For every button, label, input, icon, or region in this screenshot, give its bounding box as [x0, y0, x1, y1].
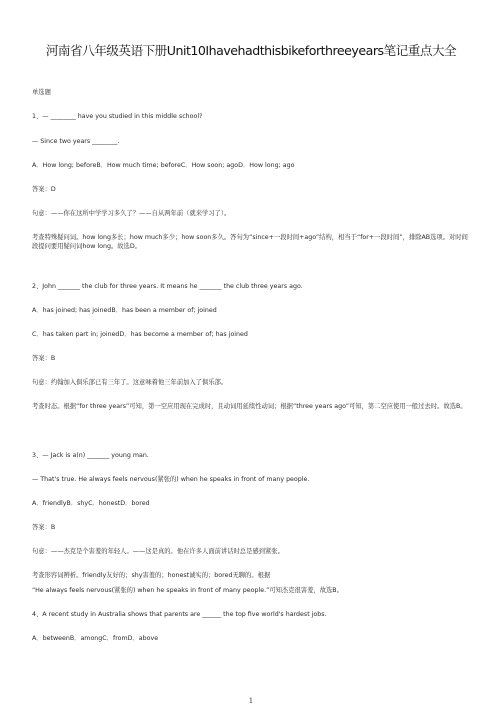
question-4-options: A．betweenB．amongC．fromD．above — [32, 635, 159, 642]
question-1-options: A．How long; beforeB．How much time; beforeC．How soon; agoD．How long; ago — [32, 162, 295, 169]
question-3-reply: — That's true. He always feels nervous(紧张的) when he speaks in front of many people. — [32, 476, 310, 483]
question-4-text: 4、A recent study in Australia shows that parents are ______ the top five world's hardest jobs. — [32, 611, 327, 618]
question-2-answer: 答案：B — [32, 355, 56, 362]
question-3-text: 3、— Jack is a(n) _______ young man. — [32, 452, 149, 459]
question-2-options-a-b: A．has joined; has joinedB．has been a member of; joined — [32, 307, 217, 314]
question-3-translation: 句意：——杰克是个害羞的年轻人。——这是真的。他在许多人面前讲话时总是感到紧张。 — [32, 548, 284, 555]
section-heading: 单选题 — [32, 89, 51, 96]
question-1-translation: 句意：——你在这所中学学习多久了？——自从两年前（就来学习了）。 — [32, 210, 231, 217]
question-2-text: 2、John _______ the club for three years. It means he _______ the club three years ago. — [32, 283, 303, 290]
question-1-answer: 答案：D — [32, 186, 56, 193]
question-3-answer: 答案：B — [32, 524, 56, 531]
question-2-options-c-d: C．has taken part in; joinedD．has become a member of; has joined — [32, 331, 248, 338]
question-2-explanation: 考查时态。根据“for three years”可知，第一空应用现在完成时，且动词用延续性动词；根据“three years ago”可知，第二空应使用一般过去时。故选B。 — [32, 403, 467, 410]
question-3-explanation: 考查形容词辨析。friendly友好的；shy害羞的；honest诚实的；bored无聊的。根据 — [32, 572, 271, 579]
question-2-translation: 句意：约翰加入俱乐部已有三年了。这意味着他三年前加入了俱乐部。 — [32, 379, 228, 386]
document-title: 河南省八年级英语下册Unit10Ihavehadthisbikeforthreeyears笔记重点大全 — [45, 43, 457, 58]
question-1-text: 1、— ________ have you studied in this middle school? — [32, 113, 203, 120]
question-3-options: A．friendlyB．shyC．honestD．bored — [32, 500, 150, 507]
question-1-explanation: 考查特殊疑问词。how long多长；how much多少；how soon多久。答句为“since+一段时间+ago”结构，相当于“for+一段时间”，排除AB选项。对时间段提问要用疑问词how long。故选D。 — [32, 234, 468, 250]
page-number: 1 — [248, 697, 254, 705]
question-3-explanation-cont: “He always feels nervous(紧张的) when he speaks in front of many people.”可知杰克很害羞，故选B。 — [32, 587, 343, 594]
question-1-reply: — Since two years ________. — [32, 138, 120, 145]
